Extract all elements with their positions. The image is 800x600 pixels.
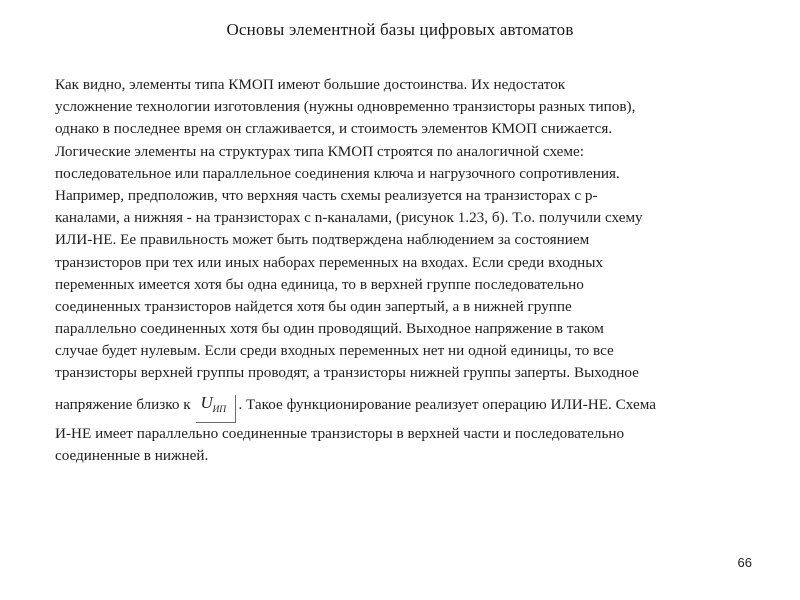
text-line-9: транзисторов при тех или иных наборах переменных на входах. Если среди входных [55,253,604,271]
text-line-7: каналами, а нижняя - на транзисторах с n-каналами, (рисунок 1.23, б). Т.о. получили схему [55,209,643,227]
formula-u-ip [196,392,236,423]
text-line-13: случае будет нулевым. Если среди входных переменных нет ни одной единицы, то все [55,342,614,360]
text-line-3: однако в последнее время он сглаживается, и стоимость элементов КМОП снижается. [55,120,613,138]
body-text [55,74,767,467]
formula-line-before: напряжение близко к [55,395,191,413]
text-line-1: Как видно, элементы типа КМОП имеют большие достоинства. Их недостаток [55,76,566,93]
text-line-10: переменных имеется хотя бы одна единица, то в верхней группе последовательно [55,275,584,293]
formula-line [55,387,767,423]
text-line-16: соединенные в нижней. [55,446,209,464]
text-line-15: И-НЕ имеет параллельно соединенные транзисторы в верхней части и последовательно [55,424,625,442]
text-line-14: транзисторы верхней группы проводят, а транзисторы нижней группы заперты. Выходное [55,364,639,382]
formula-subscript: ИП [212,404,227,415]
text-line-5: последовательное или параллельное соединения ключа и нагрузочного сопротивления. [55,164,620,182]
text-line-8: ИЛИ-НЕ. Ее правильность может быть подтверждена наблюдением за состоянием [55,231,590,249]
text-line-12: параллельно соединенных хотя бы один проводящий. Выходное напряжение в таком [55,320,604,338]
text-line-2: усложнение технологии изготовления (нужны одновременно транзисторы разных типов), [55,98,636,116]
formula-symbol: U [200,392,213,412]
formula-line-after: . Такое функционирование реализует операцию ИЛИ-НЕ. Схема [238,395,656,413]
page-number: 66 [737,555,752,570]
text-line-11: соединенных транзисторов найдется хотя бы один запертый, а в нижней группе [55,297,572,315]
slide-title: Основы элементной базы цифровых автоматов [226,20,574,39]
text-line-6: Например, предположив, что верхняя часть схемы реализуется на транзисторах с p- [55,186,598,204]
text-line-4: Логические элементы на структурах типа КМОП строятся по аналогичной схеме: [55,142,584,160]
